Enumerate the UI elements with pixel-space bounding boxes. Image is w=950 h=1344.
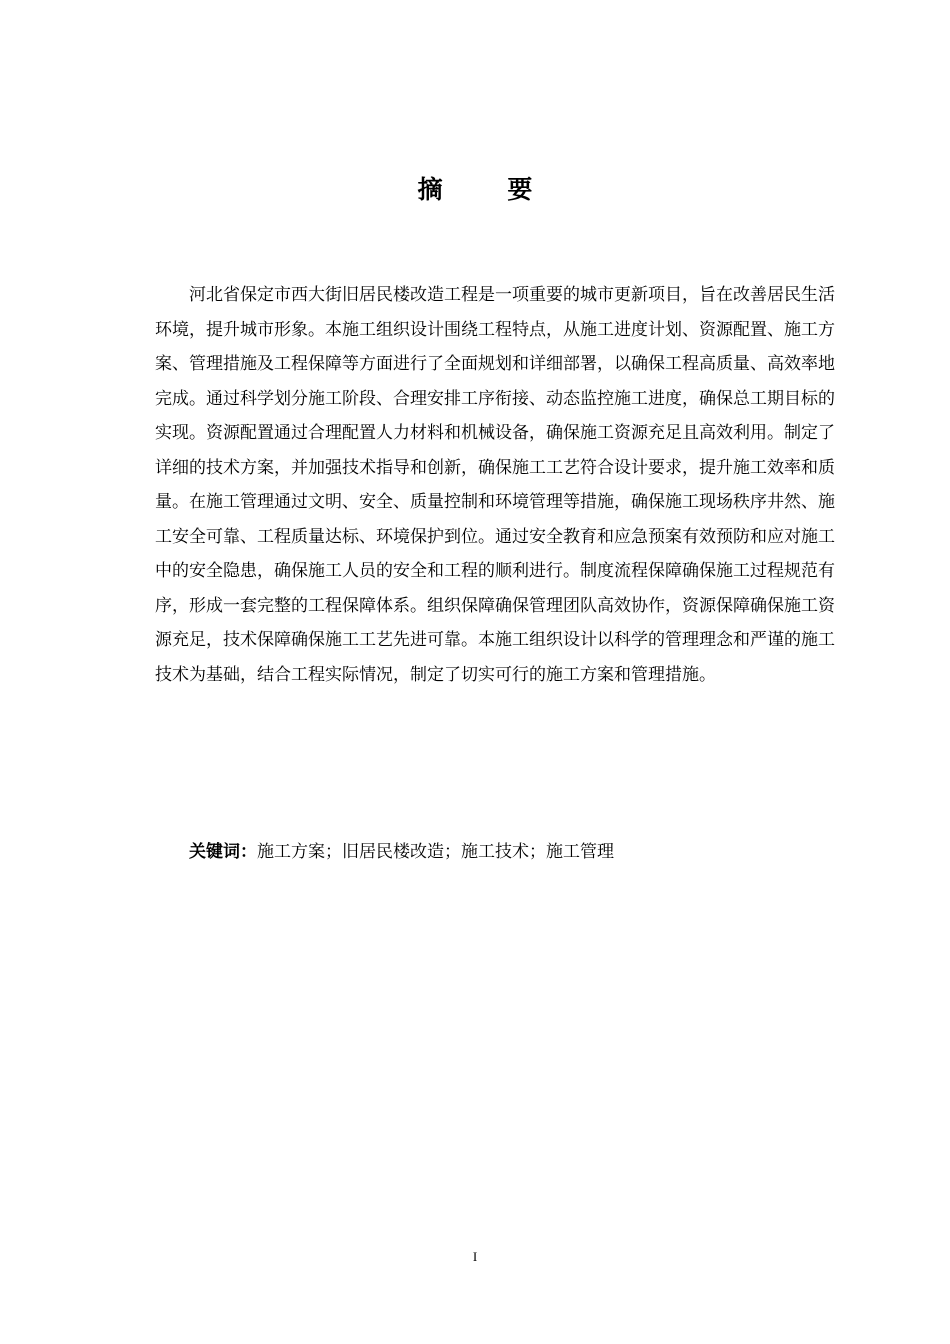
keywords-label: 关键词：	[189, 842, 257, 862]
page-number: I	[472, 1249, 478, 1264]
keywords-line	[189, 835, 835, 869]
keywords-text: 施工方案；旧居民楼改造；施工技术；施工管理	[257, 842, 614, 862]
abstract-body: 河北省保定市西大街旧居民楼改造工程是一项重要的城市更新项目，旨在改善居民生活环境，提升城市形象。本施工组织设计围绕工程特点，从施工进度计划、资源配置、施工方案、管理措施及工程保障等方面进行了全面规划和详细部署，以确保工程高质量、高效率地完成。通过科学划分施工阶段、合理安排工序衔接、动态监控施工进度，确保总工期目标的实现。资源配置通过合理配置人力材料和机械设备，确保施工资源充足且高效利用。制定了详细的技术方案，并加强技术指导和创新，确保施工工艺符合设计要求，提升施工效率和质量。在施工管理通过文明、安全、质量控制和环境管理等措施，确保施工现场秩序井然、施工安全可靠、工程质量达标、环境保护到位。通过安全教育和应急预案有效预防和应对施工中的安全隐患，确保施工人员的安全和工程的顺利进行。制度流程保障确保施工过程规范有序，形成一套完整的工程保障体系。组织保障确保管理团队高效协作，资源保障确保施工资源充足，技术保障确保施工工艺先进可靠。本施工组织设计以科学的管理理念和严谨的施工技术为基础，结合工程实际情况，制定了切实可行的施工方案和管理措施。	[155, 285, 835, 685]
abstract-title: 摘 要	[417, 175, 561, 204]
